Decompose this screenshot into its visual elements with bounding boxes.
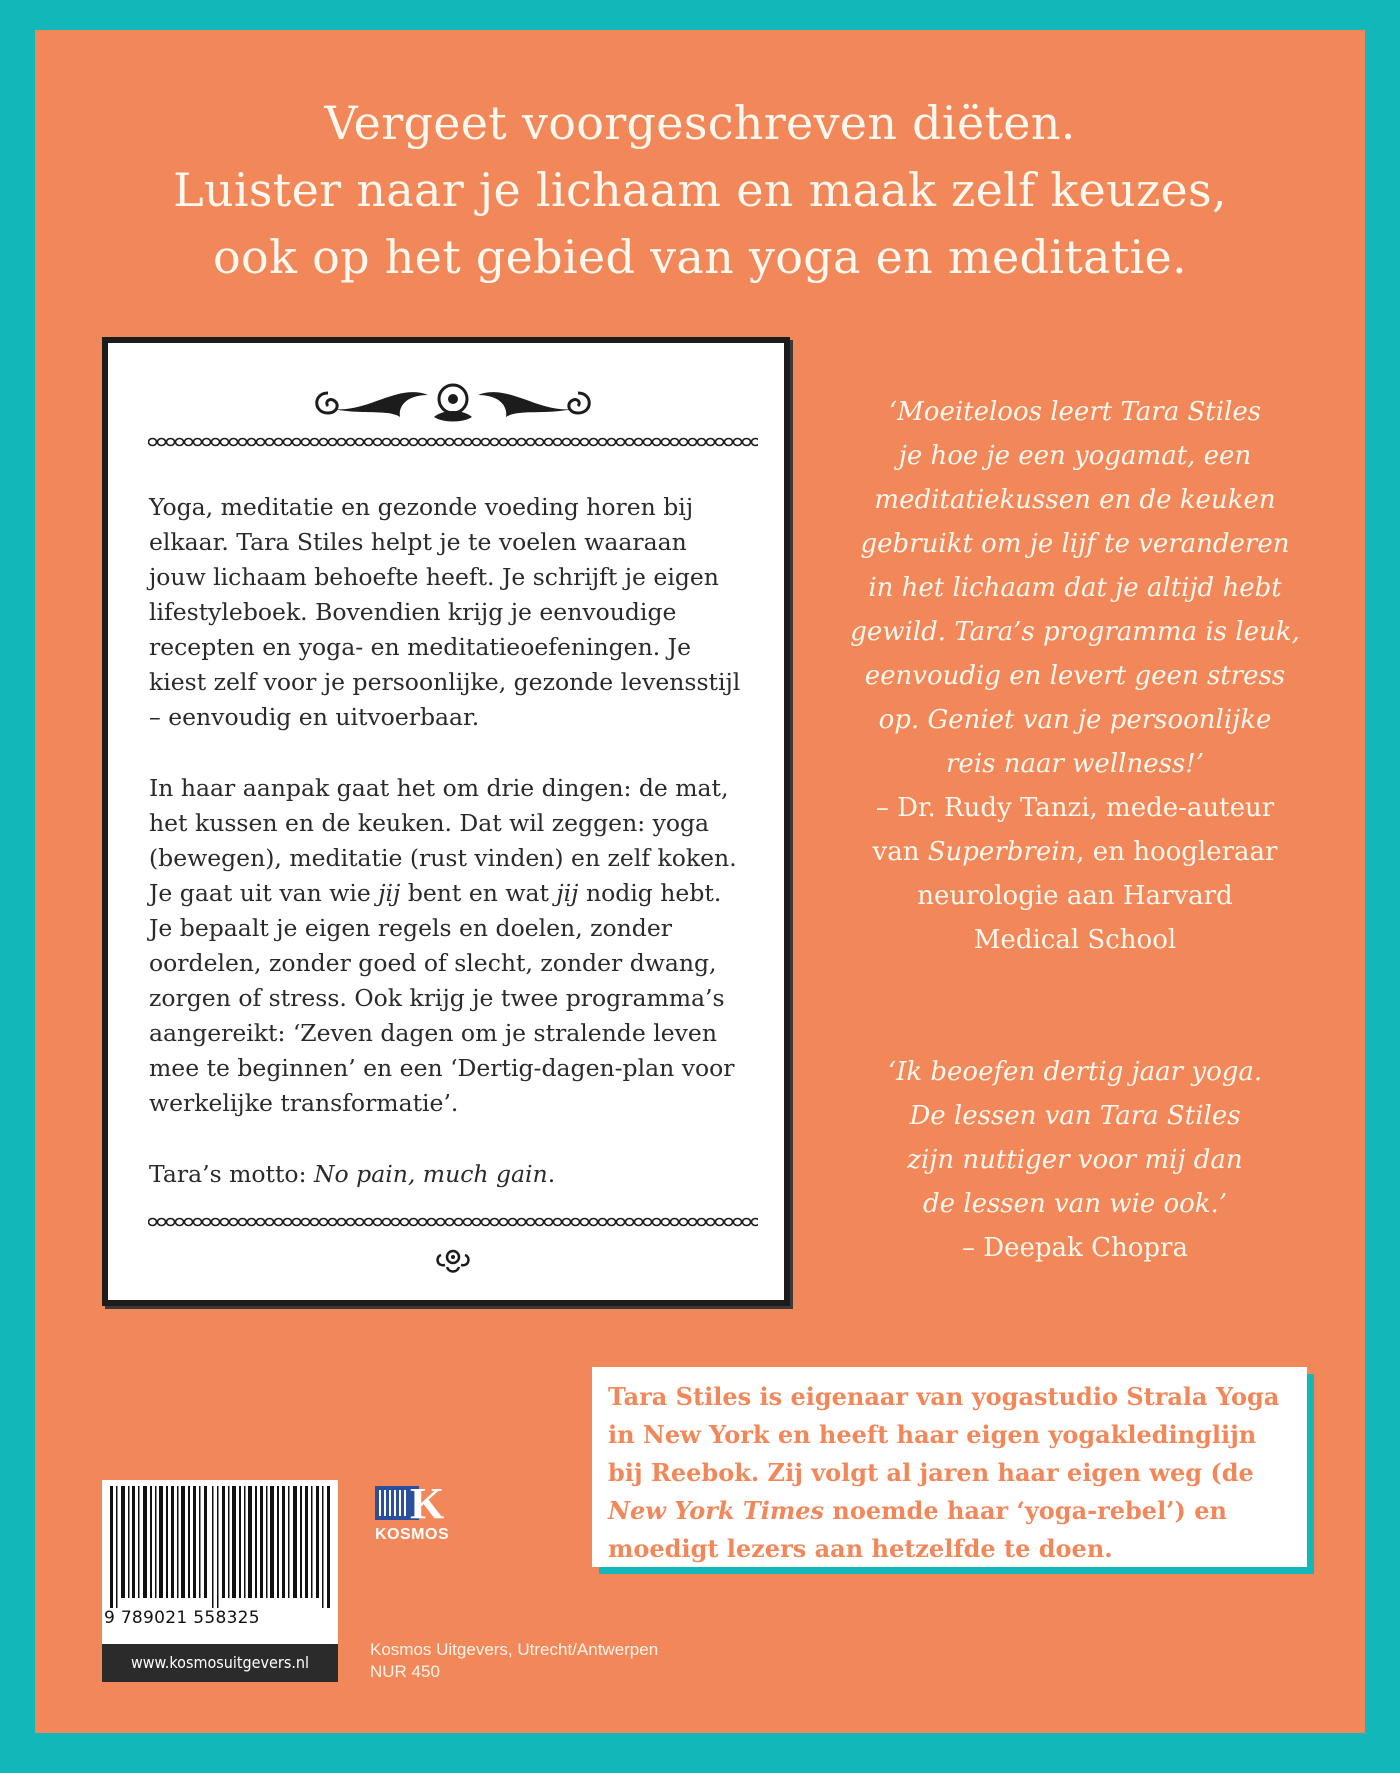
text-segment: van — [872, 837, 928, 867]
author-bio-box — [592, 1367, 1307, 1567]
text-line: aangereikt: ‘Zeven dagen om je stralende leven — [149, 1019, 717, 1047]
text-line: het kussen en de keuken. Dat wil zeggen: yoga — [149, 809, 710, 837]
quote-line: eenvoudig en levert geen stress — [864, 661, 1286, 691]
quote-line: ‘Ik beoefen dertig jaar yoga. — [887, 1057, 1263, 1087]
quote-line: op. Geniet van je persoonlijke — [878, 705, 1272, 735]
text-line: Je bepaalt je eigen regels en doelen, zonder — [149, 914, 672, 942]
quote-line: de lessen van wie ook.’ — [922, 1189, 1228, 1219]
text-line: mee te beginnen’ en een ‘Dertig-dagen-plan voor — [149, 1054, 735, 1082]
flourish-ornament-icon — [308, 373, 598, 431]
text-line: (bewegen), meditatie (rust vinden) en zelf koken. — [149, 844, 737, 872]
motto-paragraph — [149, 1157, 761, 1192]
text-line: – eenvoudig en uitvoerbaar. — [149, 703, 480, 731]
publisher-location: Kosmos Uitgevers, Utrecht/Antwerpen — [370, 1640, 659, 1659]
nur-code: NUR 450 — [370, 1662, 440, 1681]
quote-line: reis naar wellness!’ — [946, 749, 1204, 779]
quote-attribution: neurologie aan Harvard — [917, 881, 1233, 911]
bio-line: in New York en heeft haar eigen yogakledinglijn — [608, 1420, 1257, 1449]
chain-divider-top — [148, 437, 758, 447]
quote-line: meditatiekussen en de keuken — [874, 485, 1276, 515]
small-flower-ornament-icon — [433, 1247, 473, 1275]
isbn-number: 9 789021 558325 — [104, 1608, 260, 1628]
quote-line: gebruikt om je lijf te veranderen — [860, 529, 1290, 559]
author-bio-text — [608, 1378, 1298, 1568]
quote-line: je hoe je een yogamat, een — [898, 441, 1252, 471]
book-title: Superbrein — [927, 837, 1077, 867]
headline-line-1: Vergeet voorgeschreven diëten. — [324, 96, 1076, 150]
barcode — [102, 1480, 338, 1644]
quote-attribution — [815, 830, 1335, 874]
headline-line-2: Luister naar je lichaam en maak zelf keuzes, — [173, 163, 1227, 217]
description-paragraph-2 — [149, 771, 761, 1121]
motto-line — [149, 1157, 761, 1192]
review-quote-chopra — [815, 1050, 1335, 1270]
bio-line: Tara Stiles is eigenaar van yogastudio Strala Yoga — [608, 1382, 1280, 1411]
bio-line: moedigt lezers aan hetzelfde te doen. — [608, 1534, 1113, 1563]
logo-letter: K — [410, 1482, 445, 1522]
text-line: jouw lichaam behoefte heeft. Je schrijft je eigen — [149, 563, 719, 591]
quote-line: De lessen van Tara Stiles — [909, 1101, 1241, 1131]
text-segment: noemde haar ‘yoga-rebel’) en — [824, 1496, 1227, 1525]
quote-attribution: – Dr. Rudy Tanzi, mede-auteur — [875, 793, 1275, 823]
motto-text: No pain, much gain — [313, 1160, 548, 1188]
text-line: zorgen of stress. Ook krijg je twee programma’s — [149, 984, 725, 1012]
motto-suffix: . — [547, 1160, 556, 1188]
text-line: recepten en yoga- en meditatieoefeningen. Je — [149, 633, 691, 661]
text-line: In haar aanpak gaat het om drie dingen: de mat, — [149, 774, 729, 802]
quote-line: gewild. Tara’s programma is leuk, — [850, 617, 1300, 647]
text-line — [149, 876, 761, 911]
kosmos-logo-text: KOSMOS — [375, 1526, 450, 1543]
headline-line-3: ook op het gebied van yoga en meditatie. — [213, 230, 1187, 284]
book-back-cover — [35, 30, 1365, 1733]
text-segment: , en hoogleraar — [1076, 837, 1278, 867]
headline — [35, 90, 1365, 291]
text-line: oordelen, zonder goed of slecht, zonder dwang, — [149, 949, 717, 977]
description-text — [149, 490, 761, 1228]
quote-attribution: Medical School — [973, 925, 1177, 955]
chain-divider-bottom — [148, 1217, 758, 1227]
text-line: elkaar. Tara Stiles helpt je te voelen waaraan — [149, 528, 687, 556]
description-box — [102, 337, 790, 1306]
publisher-website: www.kosmosuitgevers.nl — [102, 1644, 338, 1682]
quote-line: ‘Moeiteloos leert Tara Stiles — [888, 397, 1262, 427]
text-segment: Je gaat uit van wie — [149, 879, 379, 907]
quote-line: in het lichaam dat je altijd hebt — [868, 573, 1282, 603]
description-paragraph-1 — [149, 490, 761, 735]
text-segment: nodig hebt. — [578, 879, 722, 907]
bio-line: bij Reebok. Zij volgt al jaren haar eigen weg (de — [608, 1458, 1254, 1487]
kosmos-logo-icon — [375, 1482, 455, 1522]
text-line: lifestyleboek. Bovendien krijg je eenvoudige — [149, 598, 677, 626]
publisher-info — [370, 1639, 658, 1683]
quote-line: zijn nuttiger voor mij dan — [907, 1145, 1243, 1175]
text-line: kiest zelf voor je persoonlijke, gezonde levensstijl — [149, 668, 741, 696]
emphasis-text: jij — [556, 879, 579, 907]
review-quote-tanzi — [815, 390, 1335, 962]
text-line: werkelijke transformatie’. — [149, 1089, 459, 1117]
text-segment: bent en wat — [400, 879, 557, 907]
newspaper-title: New York Times — [608, 1496, 825, 1525]
barcode-bars-icon — [108, 1486, 332, 1608]
bio-line — [608, 1492, 1298, 1530]
quote-attribution: – Deepak Chopra — [962, 1233, 1188, 1263]
motto-prefix: Tara’s motto: — [149, 1160, 314, 1188]
text-line: Yoga, meditatie en gezonde voeding horen bij — [149, 493, 694, 521]
emphasis-text: jij — [378, 879, 401, 907]
